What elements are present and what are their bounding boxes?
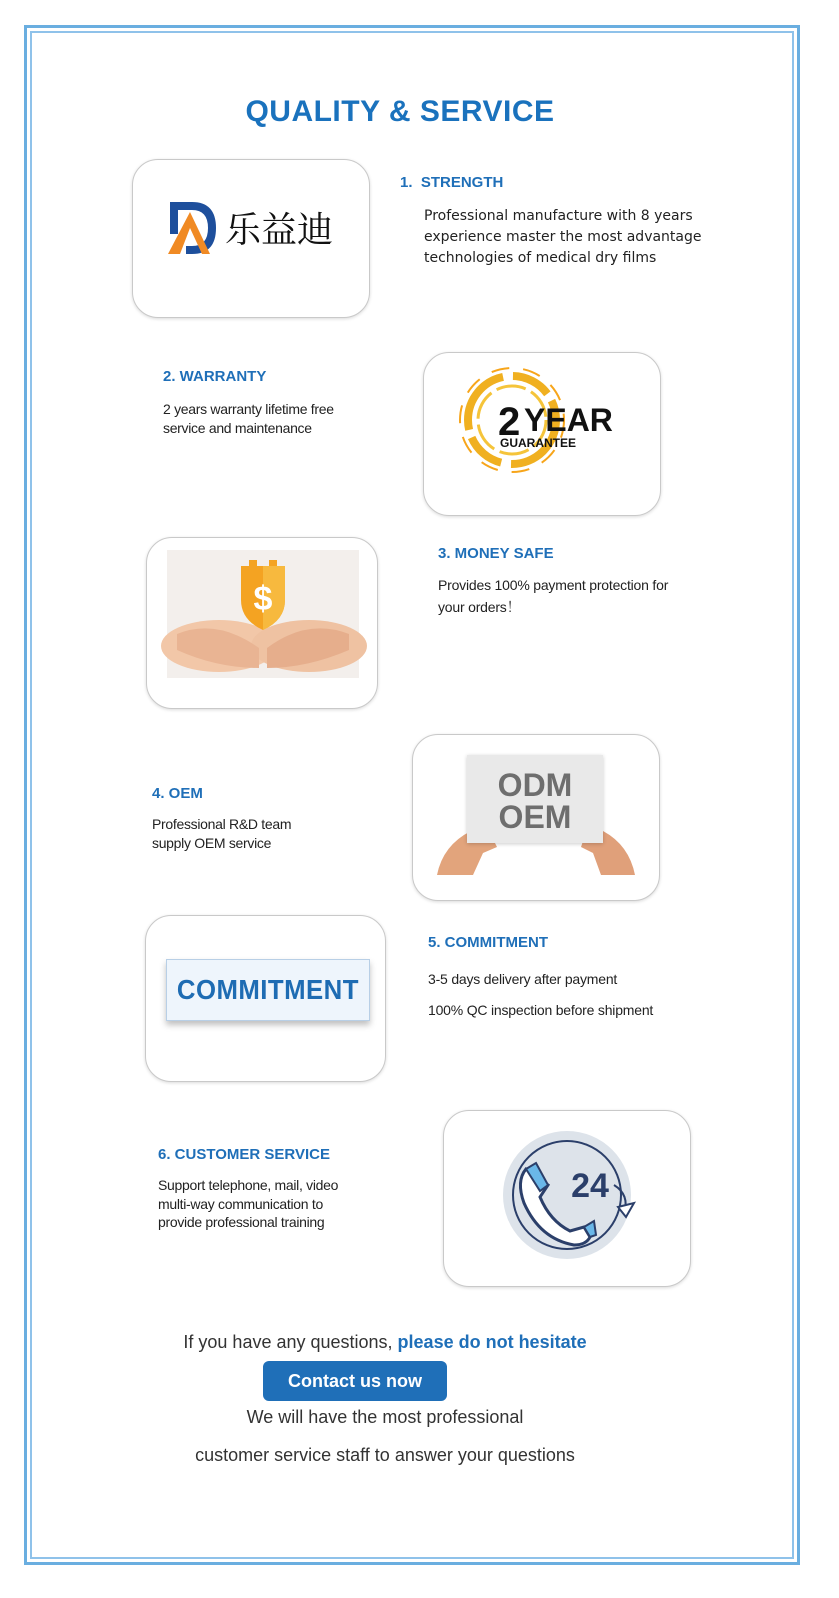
commitment-card	[145, 915, 386, 1082]
section-text	[158, 1176, 338, 1232]
odm-label: ODM	[497, 767, 573, 803]
text-line: Professional R&D team	[152, 816, 292, 832]
section-heading: 5. COMMITMENT	[428, 934, 548, 951]
dollar-sign: $	[253, 580, 273, 618]
odm-oem-card	[412, 734, 660, 901]
company-logo-icon	[166, 198, 220, 258]
text-line: service and maintenance	[163, 419, 312, 436]
odm-oem-sign	[467, 755, 603, 843]
commitment-banner-text: COMMITMENT	[176, 974, 360, 1005]
cta-question-text: If you have any questions,	[183, 1332, 398, 1352]
contact-us-button[interactable]: Contact us now	[263, 1361, 447, 1401]
guarantee-badge-icon	[424, 353, 660, 515]
text-line: Professional manufacture with 8 years	[424, 208, 693, 224]
company-logo-text: 乐益迪	[225, 210, 334, 251]
guarantee-year: YEAR	[524, 402, 613, 438]
section-text	[438, 574, 668, 618]
text-line: Provides 100% payment protection for	[438, 577, 669, 593]
commitment-banner	[166, 959, 370, 1021]
text-line: 100% QC inspection before shipment	[428, 1002, 654, 1018]
text-line: 2 years warranty lifetime free	[163, 401, 334, 417]
section-heading: 3. MONEY SAFE	[438, 545, 554, 562]
section-heading: 4. OEM	[152, 785, 203, 802]
guarantee-card	[423, 352, 661, 516]
section-text	[152, 815, 291, 852]
cta-question-accent: please do not hesitate	[397, 1332, 587, 1352]
text-line: supply OEM service	[152, 834, 272, 851]
text-line: multi-way communication to	[158, 1195, 323, 1212]
hours-label: 24	[571, 1167, 609, 1205]
text-line: 3-5 days delivery after payment	[428, 971, 618, 987]
guarantee-word: GUARANTEE	[500, 436, 577, 450]
guarantee-number: 2	[498, 400, 521, 444]
hands-shield-icon	[147, 538, 377, 708]
section-text	[428, 964, 653, 1026]
text-line: your orders！	[438, 599, 521, 615]
section-heading: 6. CUSTOMER SERVICE	[158, 1146, 330, 1163]
section-text	[163, 400, 334, 437]
section-text	[424, 206, 702, 269]
section-heading: 1. STRENGTH	[400, 174, 504, 191]
logo-card	[132, 159, 370, 318]
cta-line-1: We will have the most professional	[246, 1407, 524, 1427]
text-line: technologies of medical dry films	[424, 250, 657, 266]
text-line: experience master the most advantage	[424, 229, 702, 245]
cta-line-2: customer service staff to answer your questions	[195, 1445, 575, 1465]
section-heading: 2. WARRANTY	[163, 368, 267, 385]
cta-question	[0, 1332, 770, 1353]
phone-24-icon	[444, 1111, 690, 1286]
oem-label: OEM	[498, 799, 572, 835]
page-title: QUALITY & SERVICE	[245, 95, 555, 128]
text-line: provide professional training	[158, 1214, 325, 1230]
service-card	[443, 1110, 691, 1287]
money-safe-card	[146, 537, 378, 709]
text-line: Support telephone, mail, video	[158, 1177, 339, 1193]
